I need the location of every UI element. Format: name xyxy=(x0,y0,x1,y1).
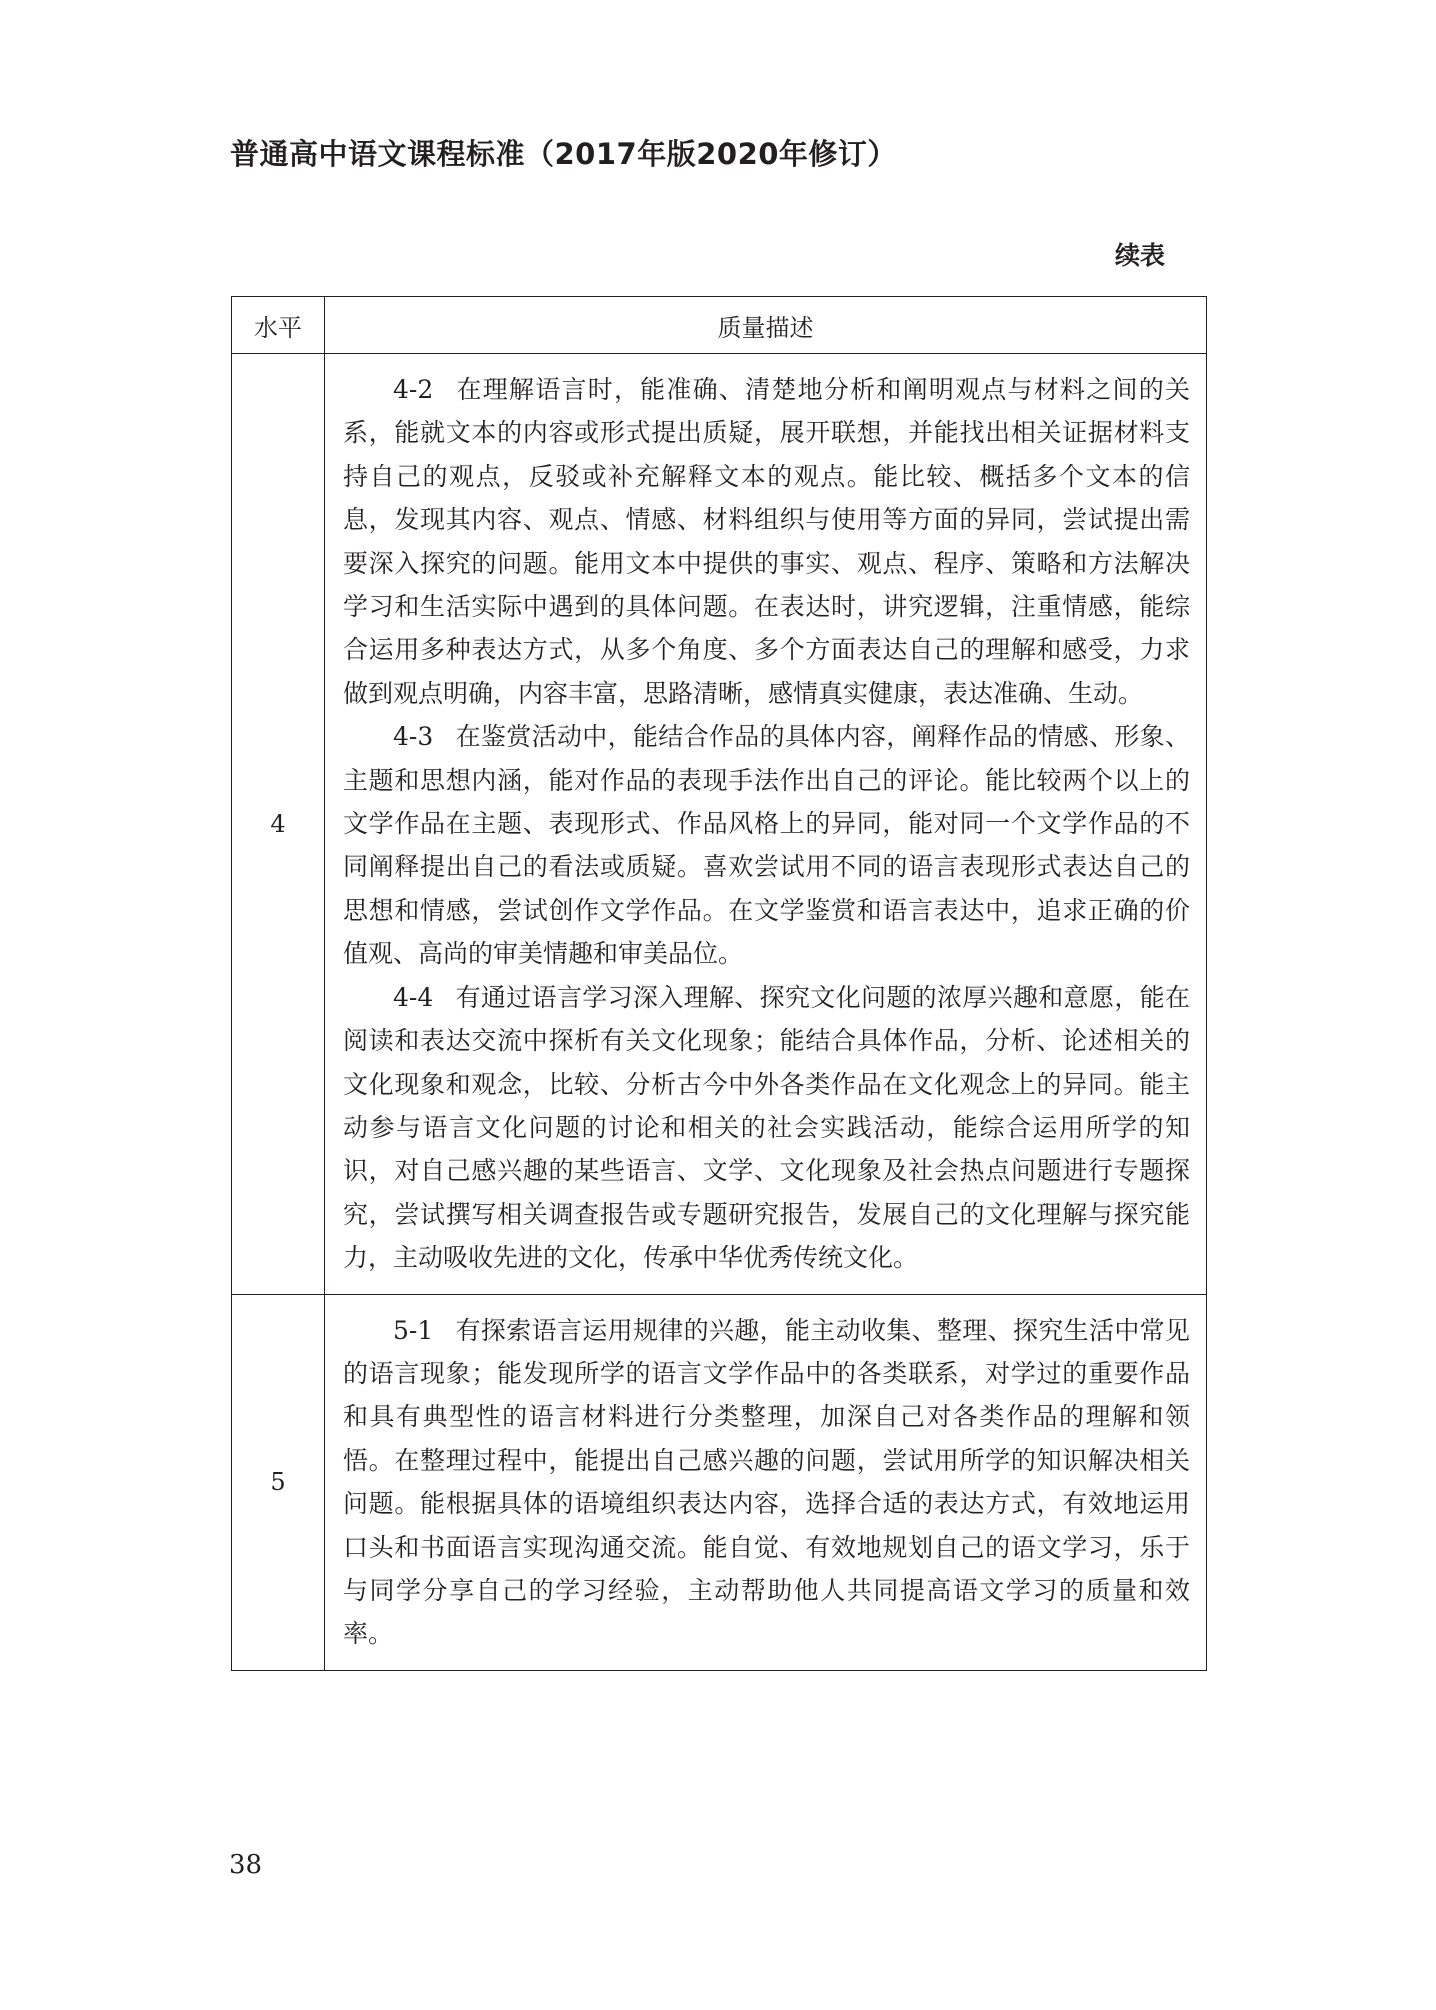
quality-item xyxy=(343,715,1190,975)
quality-table xyxy=(231,296,1207,1671)
running-title: 普通高中语文课程标准（2017年版2020年修订） xyxy=(230,137,897,171)
item-text: 在鉴赏活动中，能结合作品的具体内容，阐释作品的情感、形象、主题和思想内涵，能对作品的表现手法作出自己的评论。能比较两个以上的文学作品在主题、表现形式、作品风格上的异同，能对同一个文学作品的不同阐释提出自己的看法或质疑。喜欢尝试用不同的语言表现形式表达自己的思想和情感，尝试创作文学作品。在文学鉴赏和语言表达中，追求正确的价值观、高尚的审美情趣和审美品位。 xyxy=(343,722,1190,969)
item-text: 有探索语言运用规律的兴趣，能主动收集、整理、探究生活中常见的语言现象；能发现所学的语言文学作品中的各类联系，对学过的重要作品和具有典型性的语言材料进行分类整理，加深自己对各类作品的理解和领悟。在整理过程中，能提出自己感兴趣的问题，尝试用所学的知识解决相关问题。能根据具体的语境组织表达内容，选择合适的表达方式，有效地运用口头和书面语言实现沟通交流。能自觉、有效地规划自己的语文学习，乐于与同学分享自己的学习经验，主动帮助他人共同提高语文学习的质量和效率。 xyxy=(343,1315,1190,1649)
page-number: 38 xyxy=(229,1850,263,1880)
item-text: 有通过语言学习深入理解、探究文化问题的浓厚兴趣和意愿，能在阅读和表达交流中探析有关文化现象；能结合具体作品，分析、论述相关的文化现象和观念，比较、分析古今中外各类作品在文化观念上的异同。能主动参与语言文化问题的讨论和相关的社会实践活动，能综合运用所学的知识，对自己感兴趣的某些语言、文学、文化现象及社会热点问题进行专题探究，尝试撰写相关调查报告或专题研究报告，发展自己的文化理解与探究能力，主动吸收先进的文化，传承中华优秀传统文化。 xyxy=(343,982,1190,1273)
item-code: 4-4 xyxy=(393,982,434,1012)
level-cell: 5 xyxy=(232,1294,325,1670)
table-row xyxy=(232,1294,1207,1670)
column-header-level: 水平 xyxy=(232,297,325,354)
table-header-row xyxy=(232,297,1207,354)
description-cell xyxy=(325,354,1207,1295)
quality-item xyxy=(343,368,1190,715)
quality-item xyxy=(343,1309,1190,1656)
continued-label: 续表 xyxy=(1114,241,1165,270)
column-header-description: 质量描述 xyxy=(325,297,1207,354)
item-code: 4-3 xyxy=(393,722,434,752)
item-text: 在理解语言时，能准确、清楚地分析和阐明观点与材料之间的关系，能就文本的内容或形式提出质疑，展开联想，并能找出相关证据材料支持自己的观点，反驳或补充解释文本的观点。能比较、概括多个文本的信息，发现其内容、观点、情感、材料组织与使用等方面的异同，尝试提出需要深入探究的问题。能用文本中提供的事实、观点、程序、策略和方法解决学习和生活实际中遇到的具体问题。在表达时，讲究逻辑，注重情感，能综合运用多种表达方式，从多个角度、多个方面表达自己的理解和感受，力求做到观点明确，内容丰富，思路清晰，感情真实健康，表达准确、生动。 xyxy=(343,375,1190,708)
quality-item xyxy=(343,976,1190,1280)
item-code: 5-1 xyxy=(393,1315,434,1345)
description-cell xyxy=(325,1294,1207,1670)
table-row xyxy=(232,354,1207,1295)
level-cell: 4 xyxy=(232,354,325,1295)
item-code: 4-2 xyxy=(393,375,434,404)
